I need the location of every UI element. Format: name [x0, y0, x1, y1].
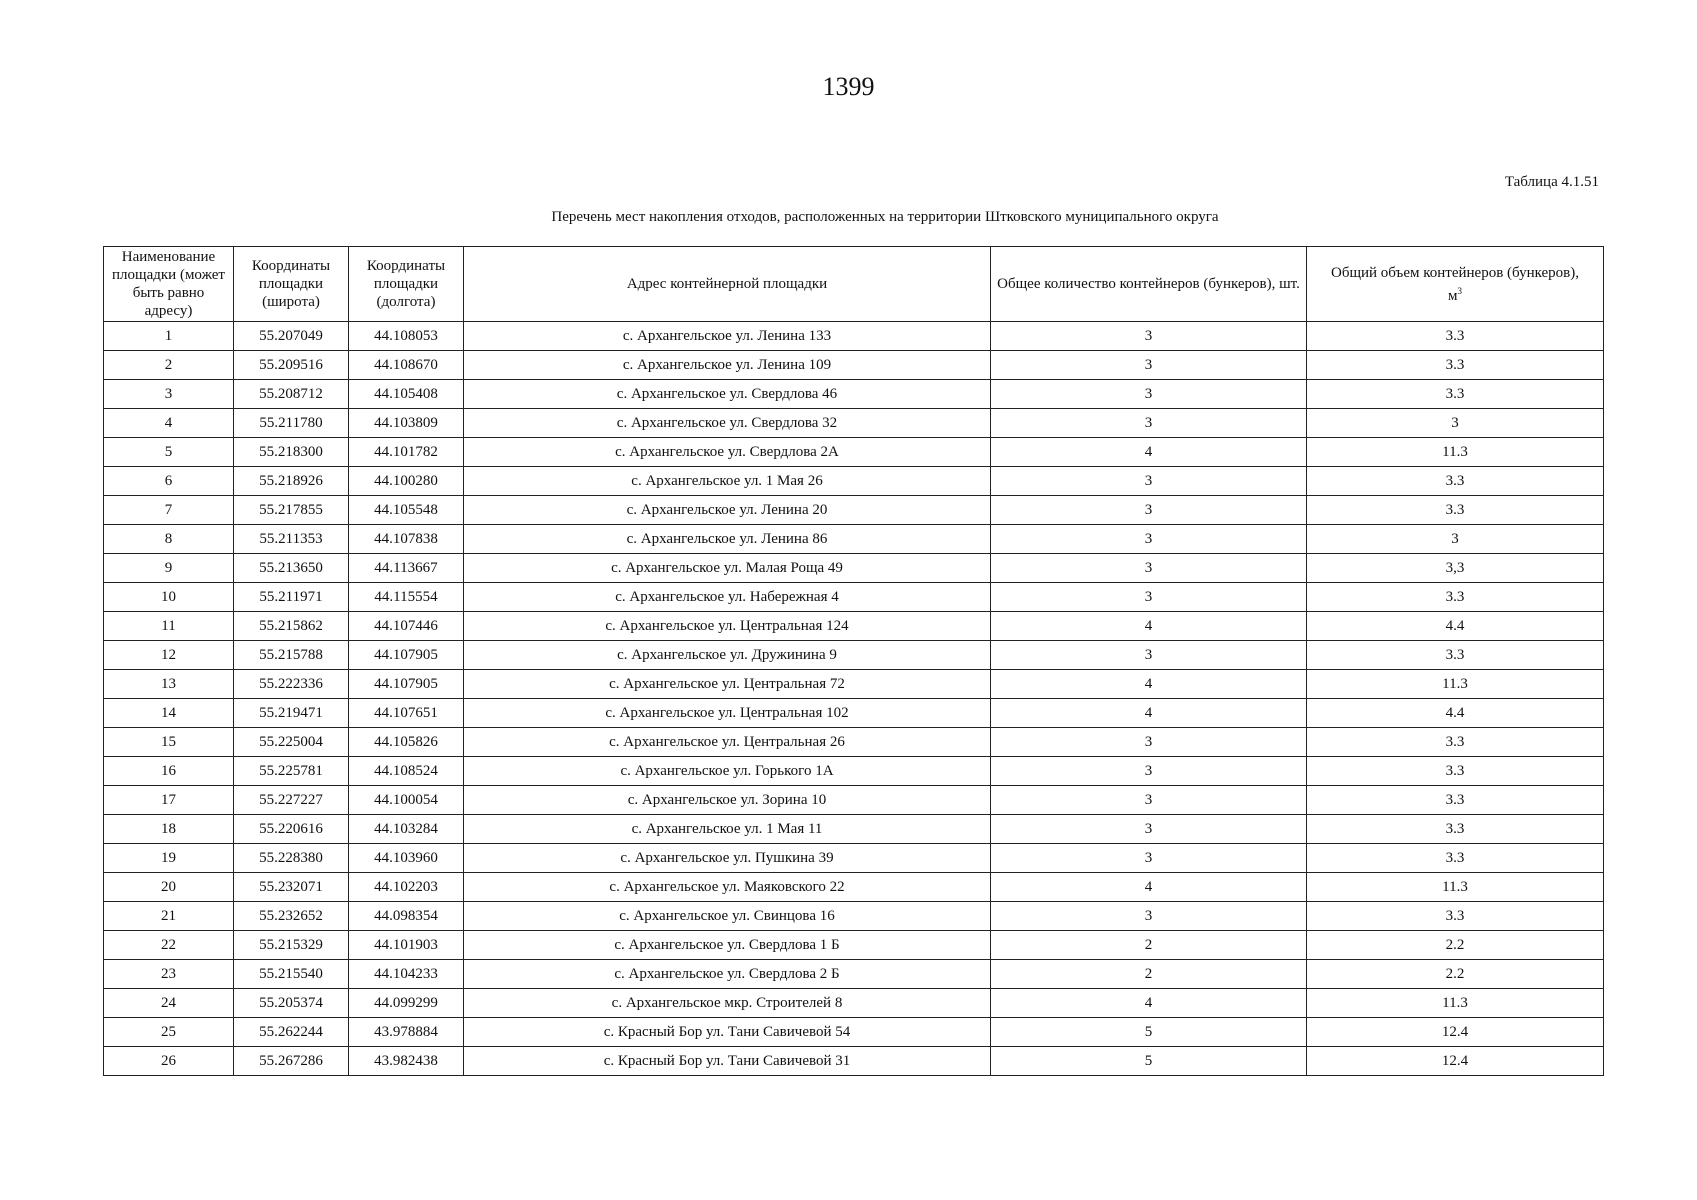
cell-container-volume: 11.3 [1307, 438, 1604, 467]
cell-latitude: 55.232652 [234, 902, 349, 931]
table-row [104, 931, 1604, 960]
header-site-name: Наименование площадки (может быть равно адресу) [104, 247, 234, 322]
cell-site-name: 2 [104, 351, 234, 380]
table-row [104, 525, 1604, 554]
cell-address: с. Архангельское ул. Свердлова 2А [464, 438, 991, 467]
cell-address: с. Архангельское ул. Маяковского 22 [464, 873, 991, 902]
table-label: Таблица 4.1.51 [1504, 174, 1599, 190]
cell-address: с. Архангельское мкр. Строителей 8 [464, 989, 991, 1018]
cell-container-count: 2 [991, 931, 1307, 960]
cell-latitude: 55.227227 [234, 786, 349, 815]
cell-address: с. Архангельское ул. Ленина 109 [464, 351, 991, 380]
table-row [104, 467, 1604, 496]
cell-address: с. Архангельское ул. Дружинина 9 [464, 641, 991, 670]
cell-site-name: 8 [104, 525, 234, 554]
table-row [104, 612, 1604, 641]
cell-latitude: 55.208712 [234, 380, 349, 409]
cell-container-count: 3 [991, 467, 1307, 496]
cell-container-volume: 11.3 [1307, 989, 1604, 1018]
cell-latitude: 55.222336 [234, 670, 349, 699]
cell-container-count: 3 [991, 525, 1307, 554]
cell-latitude: 55.215540 [234, 960, 349, 989]
cell-latitude: 55.232071 [234, 873, 349, 902]
cell-site-name: 21 [104, 902, 234, 931]
cell-site-name: 16 [104, 757, 234, 786]
waste-sites-table [103, 246, 1604, 1076]
header-volume-text: Общий объем контейнеров (бункеров), [1330, 264, 1580, 281]
cell-site-name: 7 [104, 496, 234, 525]
cell-site-name: 17 [104, 786, 234, 815]
cell-site-name: 9 [104, 554, 234, 583]
cell-container-count: 4 [991, 873, 1307, 902]
cell-longitude: 44.107446 [349, 612, 464, 641]
cell-site-name: 4 [104, 409, 234, 438]
cell-longitude: 44.105408 [349, 380, 464, 409]
cell-container-volume: 2.2 [1307, 960, 1604, 989]
cell-container-volume: 3,3 [1307, 554, 1604, 583]
cell-site-name: 11 [104, 612, 234, 641]
cell-longitude: 44.103809 [349, 409, 464, 438]
cell-container-volume: 3.3 [1307, 641, 1604, 670]
cell-address: с. Архангельское ул. Свердлова 2 Б [464, 960, 991, 989]
cell-latitude: 55.213650 [234, 554, 349, 583]
cell-container-count: 3 [991, 641, 1307, 670]
cell-container-count: 3 [991, 554, 1307, 583]
cell-container-count: 3 [991, 583, 1307, 612]
cell-container-volume: 11.3 [1307, 670, 1604, 699]
header-volume-unit-sup: 3 [1457, 285, 1462, 296]
cell-longitude: 44.099299 [349, 989, 464, 1018]
cell-latitude: 55.228380 [234, 844, 349, 873]
table-caption: Перечень мест накопления отходов, расположенных на территории Штковского муниципального округа [551, 209, 1219, 225]
cell-longitude: 44.108053 [349, 322, 464, 351]
cell-address: с. Архангельское ул. Пушкина 39 [464, 844, 991, 873]
cell-longitude: 44.103284 [349, 815, 464, 844]
cell-container-count: 5 [991, 1018, 1307, 1047]
cell-longitude: 44.104233 [349, 960, 464, 989]
table-row [104, 438, 1604, 467]
cell-longitude: 44.107905 [349, 670, 464, 699]
cell-container-count: 4 [991, 438, 1307, 467]
table-header-row [104, 247, 1604, 322]
cell-site-name: 19 [104, 844, 234, 873]
cell-site-name: 18 [104, 815, 234, 844]
cell-address: с. Архангельское ул. Горького 1А [464, 757, 991, 786]
cell-address: с. Красный Бор ул. Тани Савичевой 54 [464, 1018, 991, 1047]
table-row [104, 902, 1604, 931]
cell-container-count: 3 [991, 902, 1307, 931]
cell-container-count: 2 [991, 960, 1307, 989]
cell-longitude: 44.107905 [349, 641, 464, 670]
cell-longitude: 43.982438 [349, 1047, 464, 1076]
table-row [104, 409, 1604, 438]
cell-longitude: 44.115554 [349, 583, 464, 612]
cell-address: с. Архангельское ул. Зорина 10 [464, 786, 991, 815]
header-volume-unit: м [1448, 287, 1458, 304]
cell-address: с. Архангельское ул. Ленина 86 [464, 525, 991, 554]
table-row [104, 351, 1604, 380]
cell-container-volume: 3.3 [1307, 380, 1604, 409]
header-address: Адрес контейнерной площадки [464, 247, 991, 322]
cell-site-name: 12 [104, 641, 234, 670]
cell-container-volume: 3.3 [1307, 902, 1604, 931]
cell-latitude: 55.205374 [234, 989, 349, 1018]
cell-container-count: 3 [991, 409, 1307, 438]
cell-container-count: 3 [991, 844, 1307, 873]
cell-site-name: 22 [104, 931, 234, 960]
table-row [104, 670, 1604, 699]
cell-longitude: 43.978884 [349, 1018, 464, 1047]
cell-address: с. Архангельское ул. 1 Мая 11 [464, 815, 991, 844]
header-container-volume [1307, 247, 1604, 322]
header-longitude: Координаты площадки (долгота) [349, 247, 464, 322]
cell-latitude: 55.209516 [234, 351, 349, 380]
cell-address: с. Архангельское ул. Центральная 26 [464, 728, 991, 757]
table-row [104, 583, 1604, 612]
cell-longitude: 44.113667 [349, 554, 464, 583]
cell-container-count: 4 [991, 699, 1307, 728]
cell-latitude: 55.215329 [234, 931, 349, 960]
table-row [104, 873, 1604, 902]
cell-container-volume: 12.4 [1307, 1047, 1604, 1076]
table-row [104, 1047, 1604, 1076]
cell-address: с. Архангельское ул. Малая Роща 49 [464, 554, 991, 583]
cell-container-volume: 3.3 [1307, 786, 1604, 815]
cell-address: с. Красный Бор ул. Тани Савичевой 31 [464, 1047, 991, 1076]
cell-longitude: 44.102203 [349, 873, 464, 902]
cell-site-name: 1 [104, 322, 234, 351]
cell-container-volume: 4.4 [1307, 612, 1604, 641]
cell-longitude: 44.103960 [349, 844, 464, 873]
cell-address: с. Архангельское ул. Свердлова 32 [464, 409, 991, 438]
cell-container-volume: 3.3 [1307, 728, 1604, 757]
table-row [104, 496, 1604, 525]
table-row [104, 989, 1604, 1018]
cell-longitude: 44.105826 [349, 728, 464, 757]
cell-latitude: 55.211780 [234, 409, 349, 438]
cell-container-volume: 3 [1307, 525, 1604, 554]
cell-longitude: 44.100280 [349, 467, 464, 496]
cell-latitude: 55.225781 [234, 757, 349, 786]
table-row [104, 815, 1604, 844]
cell-container-count: 4 [991, 612, 1307, 641]
table-row [104, 699, 1604, 728]
cell-container-count: 3 [991, 757, 1307, 786]
cell-site-name: 26 [104, 1047, 234, 1076]
cell-address: с. Архангельское ул. Ленина 20 [464, 496, 991, 525]
cell-longitude: 44.101903 [349, 931, 464, 960]
cell-longitude: 44.100054 [349, 786, 464, 815]
cell-site-name: 14 [104, 699, 234, 728]
header-container-count: Общее количество контейнеров (бункеров), шт. [991, 247, 1307, 322]
cell-latitude: 55.215788 [234, 641, 349, 670]
cell-site-name: 15 [104, 728, 234, 757]
cell-container-count: 5 [991, 1047, 1307, 1076]
cell-address: с. Архангельское ул. Центральная 124 [464, 612, 991, 641]
cell-container-count: 3 [991, 815, 1307, 844]
cell-latitude: 55.218926 [234, 467, 349, 496]
cell-address: с. Архангельское ул. Свердлова 1 Б [464, 931, 991, 960]
cell-container-volume: 3 [1307, 409, 1604, 438]
cell-address: с. Архангельское ул. Набережная 4 [464, 583, 991, 612]
cell-latitude: 55.220616 [234, 815, 349, 844]
cell-longitude: 44.107838 [349, 525, 464, 554]
cell-container-count: 4 [991, 670, 1307, 699]
cell-container-volume: 3.3 [1307, 467, 1604, 496]
cell-container-count: 3 [991, 786, 1307, 815]
cell-site-name: 23 [104, 960, 234, 989]
cell-latitude: 55.225004 [234, 728, 349, 757]
cell-site-name: 6 [104, 467, 234, 496]
cell-container-count: 3 [991, 351, 1307, 380]
header-latitude: Координаты площадки (широта) [234, 247, 349, 322]
table-row [104, 380, 1604, 409]
cell-longitude: 44.107651 [349, 699, 464, 728]
cell-address: с. Архангельское ул. 1 Мая 26 [464, 467, 991, 496]
cell-container-volume: 3.3 [1307, 815, 1604, 844]
cell-container-volume: 11.3 [1307, 873, 1604, 902]
cell-longitude: 44.098354 [349, 902, 464, 931]
cell-container-volume: 3.3 [1307, 496, 1604, 525]
cell-site-name: 3 [104, 380, 234, 409]
cell-longitude: 44.108670 [349, 351, 464, 380]
table-row [104, 844, 1604, 873]
cell-container-volume: 2.2 [1307, 931, 1604, 960]
cell-latitude: 55.211353 [234, 525, 349, 554]
cell-latitude: 55.218300 [234, 438, 349, 467]
table-row [104, 554, 1604, 583]
cell-address: с. Архангельское ул. Центральная 102 [464, 699, 991, 728]
cell-latitude: 55.267286 [234, 1047, 349, 1076]
cell-container-count: 4 [991, 989, 1307, 1018]
table-row [104, 322, 1604, 351]
table-row [104, 1018, 1604, 1047]
cell-site-name: 13 [104, 670, 234, 699]
cell-latitude: 55.262244 [234, 1018, 349, 1047]
cell-latitude: 55.219471 [234, 699, 349, 728]
cell-container-volume: 12.4 [1307, 1018, 1604, 1047]
cell-address: с. Архангельское ул. Ленина 133 [464, 322, 991, 351]
cell-site-name: 5 [104, 438, 234, 467]
table-row [104, 641, 1604, 670]
cell-longitude: 44.108524 [349, 757, 464, 786]
cell-site-name: 20 [104, 873, 234, 902]
table-body [104, 322, 1604, 1076]
cell-site-name: 10 [104, 583, 234, 612]
cell-site-name: 24 [104, 989, 234, 1018]
cell-latitude: 55.207049 [234, 322, 349, 351]
cell-longitude: 44.101782 [349, 438, 464, 467]
cell-site-name: 25 [104, 1018, 234, 1047]
cell-container-count: 3 [991, 496, 1307, 525]
cell-container-volume: 3.3 [1307, 844, 1604, 873]
cell-address: с. Архангельское ул. Свинцова 16 [464, 902, 991, 931]
cell-container-count: 3 [991, 380, 1307, 409]
cell-latitude: 55.211971 [234, 583, 349, 612]
cell-latitude: 55.215862 [234, 612, 349, 641]
table-row [104, 757, 1604, 786]
cell-address: с. Архангельское ул. Свердлова 46 [464, 380, 991, 409]
cell-container-count: 3 [991, 728, 1307, 757]
cell-container-volume: 4.4 [1307, 699, 1604, 728]
cell-address: с. Архангельское ул. Центральная 72 [464, 670, 991, 699]
cell-container-volume: 3.3 [1307, 322, 1604, 351]
cell-container-count: 3 [991, 322, 1307, 351]
table-row [104, 960, 1604, 989]
cell-container-volume: 3.3 [1307, 757, 1604, 786]
cell-container-volume: 3.3 [1307, 351, 1604, 380]
table-row [104, 728, 1604, 757]
cell-longitude: 44.105548 [349, 496, 464, 525]
table-row [104, 786, 1604, 815]
cell-latitude: 55.217855 [234, 496, 349, 525]
page-number: 1399 [822, 72, 875, 101]
cell-container-volume: 3.3 [1307, 583, 1604, 612]
